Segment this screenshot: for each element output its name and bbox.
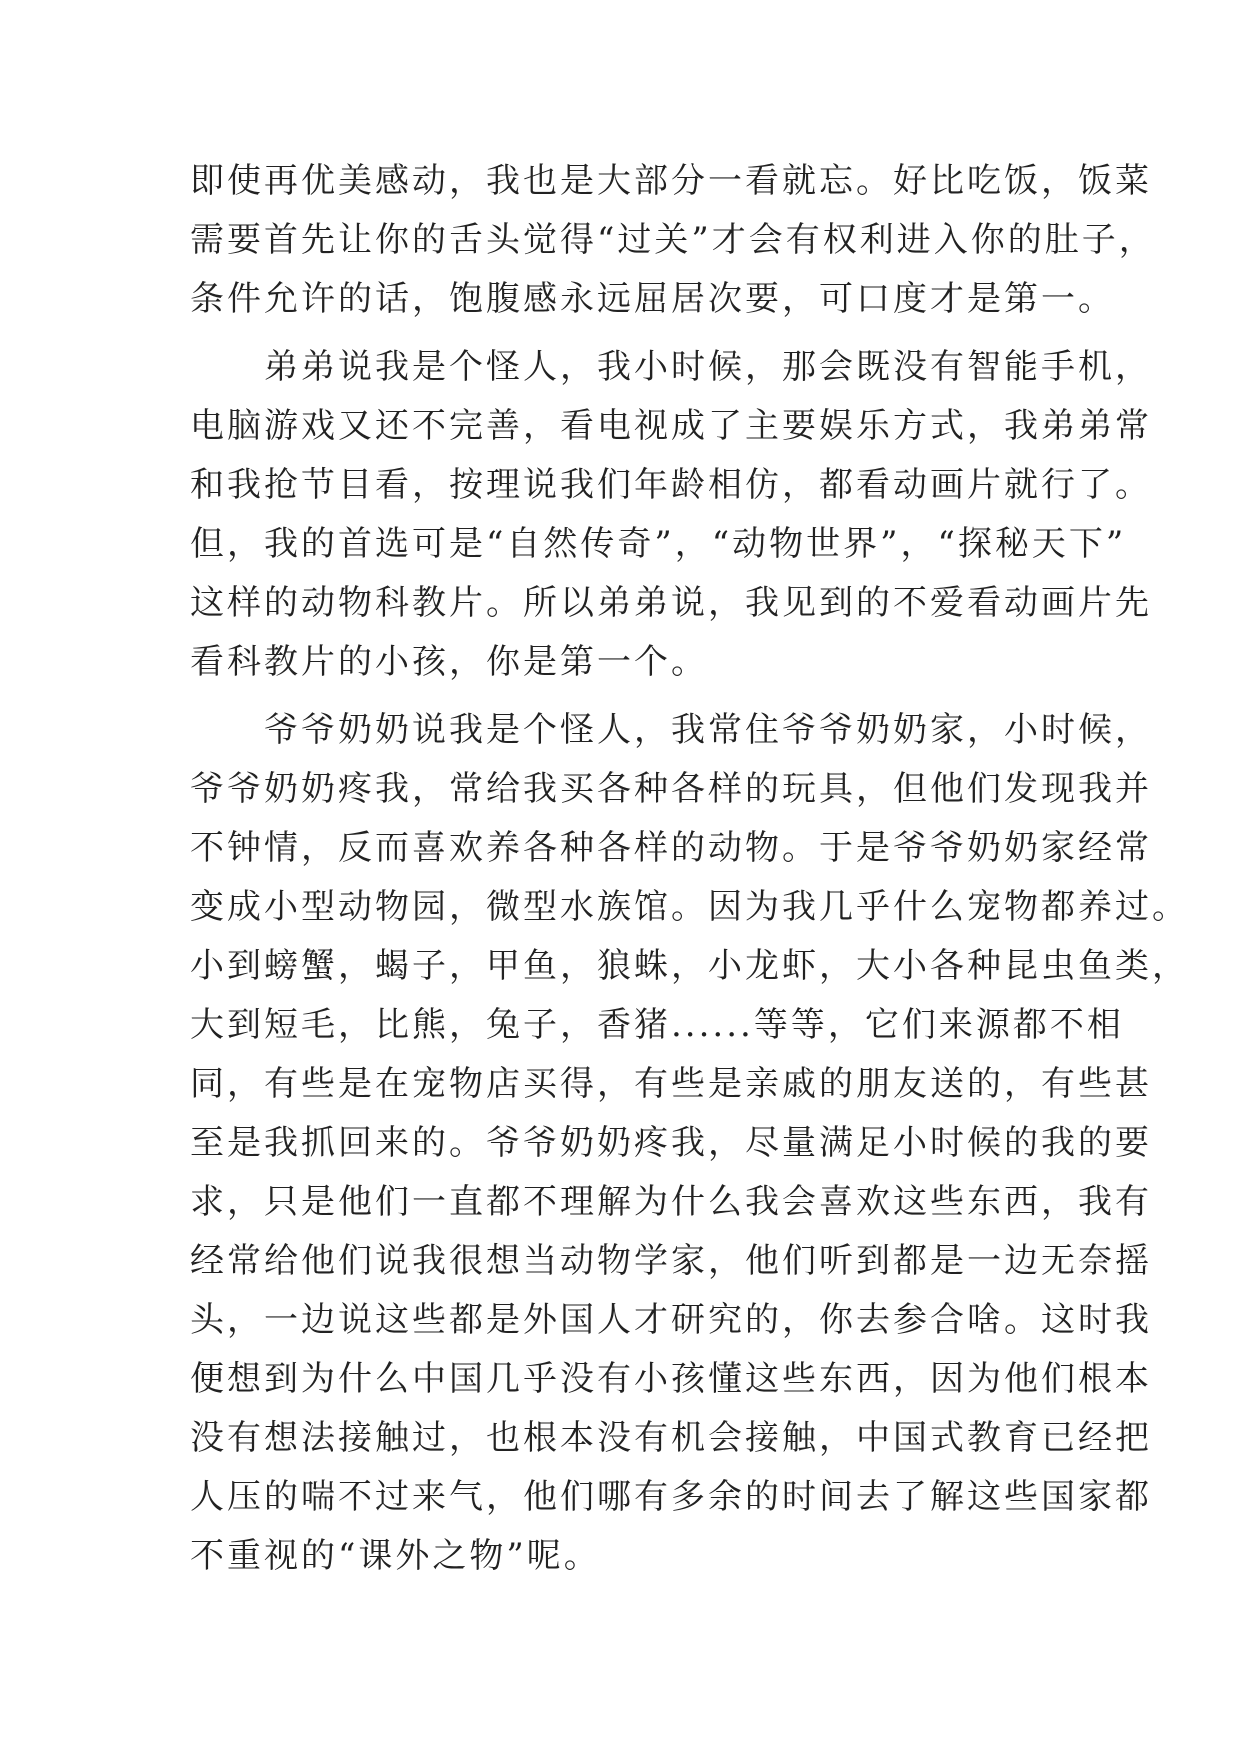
text-line: 至是我抓回来的。爷爷奶奶疼我，尽量满足小时候的我的要 (190, 1123, 1152, 1163)
text-line: 人压的喘不过来气，他们哪有多余的时间去了解这些国家都 (190, 1477, 1152, 1517)
text-line: 同，有些是在宠物店买得，有些是亲戚的朋友送的，有些甚 (190, 1064, 1152, 1104)
text-line: 和我抢节目看，按理说我们年龄相仿，都看动画片就行了。 (190, 465, 1152, 505)
paragraph-gap (190, 329, 1070, 338)
paragraph (190, 701, 1189, 1586)
text-line: 便想到为什么中国几乎没有小孩懂这些东西，因为他们根本 (190, 1359, 1152, 1399)
text-line: 大到短毛，比熊，兔子，香猪......等等，它们来源都不相 (190, 1005, 1124, 1045)
text-line: 条件允许的话，饱腹感永远屈居次要，可口度才是第一。 (190, 279, 1115, 319)
text-line: 没有想法接触过，也根本没有机会接触，中国式教育已经把 (190, 1418, 1152, 1458)
text-line: 即使再优美感动，我也是大部分一看就忘。好比吃饭，饭菜 (190, 161, 1152, 201)
text-line: 不钟情，反而喜欢养各种各样的动物。于是爷爷奶奶家经常 (190, 828, 1152, 868)
text-line: 爷爷奶奶说我是个怪人，我常住爷爷奶奶家，小时候， (190, 710, 1152, 750)
paragraph (190, 338, 1152, 692)
text-line: 需要首先让你的舌头觉得“过关”才会有权利进入你的肚子， (190, 220, 1156, 260)
body-text (190, 152, 1189, 1586)
text-line: 头，一边说这些都是外国人才研究的，你去参合啥。这时我 (190, 1300, 1152, 1340)
paragraph-gap (190, 692, 1070, 701)
text-line: 这样的动物科教片。所以弟弟说，我见到的不爱看动画片先 (190, 583, 1152, 623)
text-line: 但，我的首选可是“自然传奇”，“动物世界”，“探秘天下” (190, 524, 1127, 564)
text-line: 变成小型动物园，微型水族馆。因为我几乎什么宠物都养过。 (190, 887, 1189, 927)
text-line: 看科教片的小孩，你是第一个。 (190, 642, 708, 682)
text-line: 经常给他们说我很想当动物学家，他们听到都是一边无奈摇 (190, 1241, 1152, 1281)
text-line: 爷爷奶奶疼我，常给我买各种各样的玩具，但他们发现我并 (190, 769, 1152, 809)
text-line: 求，只是他们一直都不理解为什么我会喜欢这些东西，我有 (190, 1182, 1152, 1222)
text-line: 小到螃蟹，蝎子，甲鱼，狼蛛，小龙虾，大小各种昆虫鱼类， (190, 946, 1189, 986)
text-line: 不重视的“课外之物”呢。 (190, 1536, 601, 1576)
text-line: 电脑游戏又还不完善，看电视成了主要娱乐方式，我弟弟常 (190, 406, 1152, 446)
paragraph (190, 152, 1156, 329)
text-line: 弟弟说我是个怪人，我小时候，那会既没有智能手机， (190, 347, 1152, 387)
